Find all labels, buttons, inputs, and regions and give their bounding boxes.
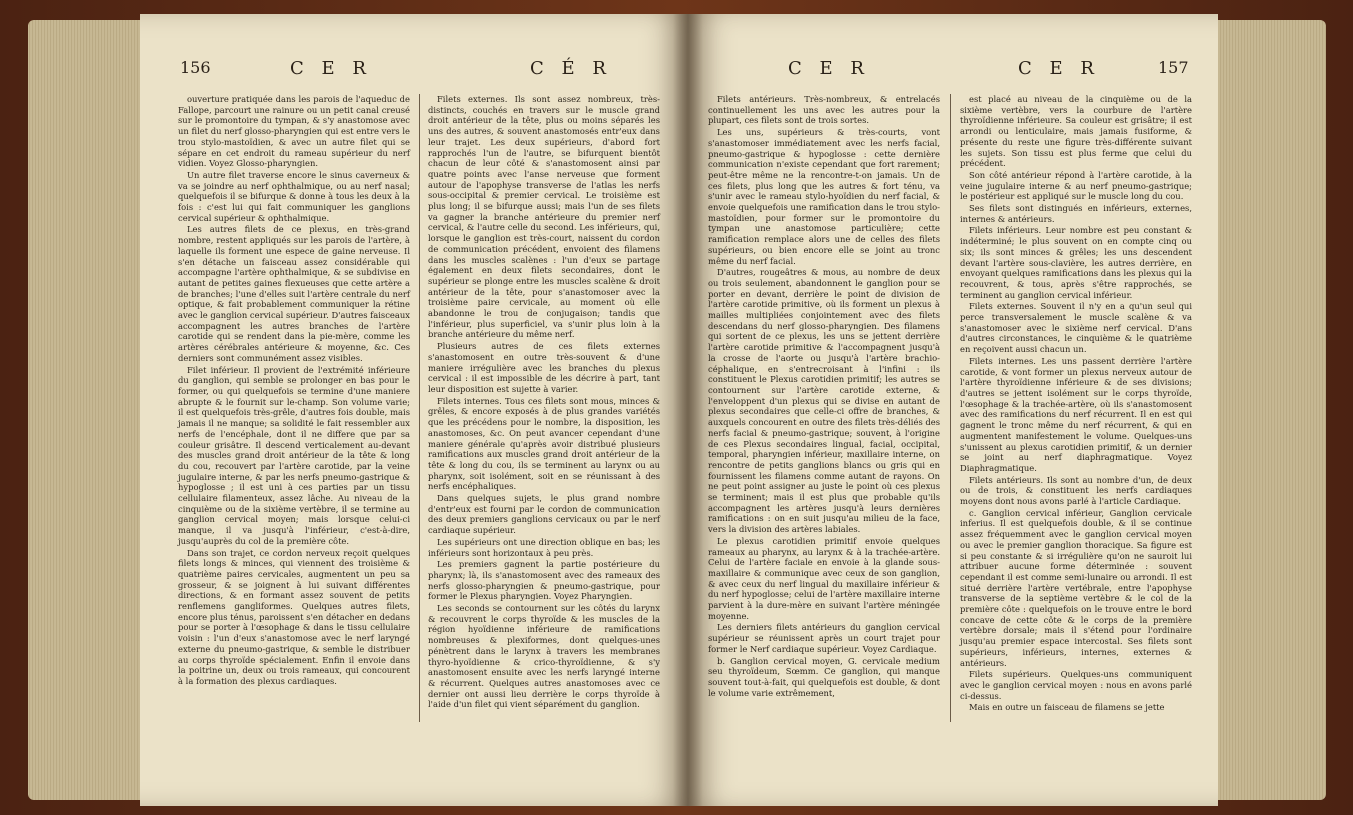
page-number: 157 <box>1158 58 1189 77</box>
paragraph: Filet inférieur. Il provient de l'extrémité inférieure du ganglion, qui semble se prolonger en bas pour le former, ou qui quelquefois se termine d'une maniere abrupte & le fournit sur le-champ. Son volume varie; il est quelquefois très-grêle, d'autres fois double, mais jamais il ne manque; sa solidité le fait ressembler aux nerfs de l'encéphale, dont il ne differe que par sa couleur grisâtre. Il descend verticalement au-devant des muscles grand droit antérieur de la tête & long du cou, recouvert par l'artère carotide, par la veine jugulaire interne, & par les nerfs pneumo-gastrique & hypoglosse ; il est uni à ces parties par un tissu cellulaire filamenteux, assez lâche. Au niveau de la cinquième ou de la sixième vertèbre, il se termine au ganglion cervical moyen; mais lorsque celui-ci manque, il va jusqu'à l'inférieur, c'est-à-dire, jusqu'auprès du col de la première côte. <box>178 364 410 546</box>
paragraph: Les autres filets de ce plexus, en très-grand nombre, restent appliqués sur les parois de l'artère, à laquelle ils forment une espece de gaine nerveuse. Il s'en détache un faisceau assez considérable qui accompagne l'artère ophthalmique, & se subdivise en autant de petites gaines flexueuses que cette artère a de branches; l'une d'elles suit l'artère centrale du nerf optique, & fait probablement communiquer la rétine avec le ganglion cervical supérieur. D'autres faisceaux accompagnent les autres branches de l'artère carotide qui se rendent dans la pie-mère, comme les artères cérébrales antérieure & moyenne, &c. Ces derniers sont communément assez visibles. <box>178 224 410 363</box>
running-head: C E R <box>1018 58 1100 79</box>
paragraph: Filets antérieurs. Très-nombreux, & entrelacés continuellement les uns avec les autres pour la plupart, ces filets sont de trois sortes. <box>708 94 940 126</box>
text-column <box>178 94 410 688</box>
paragraph: b. Ganglion cervical moyen, G. cervicale medium seu thyroïdeum, Sœmm. Ce ganglion, qui manque souvent tout-à-fait, qui quelquefois est double, & dont le volume varie extrêmement, <box>708 655 940 698</box>
paragraph: Ses filets sont distingués en inférieurs, externes, internes & antérieurs. <box>960 203 1192 224</box>
running-head: C E R <box>788 58 870 79</box>
running-head: C E R <box>290 58 372 79</box>
paragraph: Filets internes. Les uns passent derrière l'artère carotide, & vont former un plexus nerveux autour de l'artère thyroïdienne inférieure & de ses divisions; d'autres se jettent isolément sur le corps thyroïde, l'œsophage & la trachée-artère, où ils s'anastomosent avec des ramifications du nerf récurrent. Il en est qui gagnent le tronc même du nerf récurrent, & qui en augmentent manifestement le volume. Quelques-uns s'unissent au plexus carotidien primitif, & un dernier se joint au nerf diaphragmatique. Voyez Diaphragmatique. <box>960 355 1192 473</box>
page-number: 156 <box>180 58 211 77</box>
left-page-edges <box>28 20 148 800</box>
right-page <box>688 14 1218 806</box>
paragraph: Le plexus carotidien primitif envoie quelques rameaux au pharynx, au larynx & à la trachée-artère. Celui de l'artère faciale en envoie à la glande sous-maxillaire & communique avec ceux de son ganglion, & avec ceux du nerf lingual du maxillaire inférieur & du nerf hypoglosse; celui de l'artère maxillaire interne parvient à la dure-mère en suivant l'artère méningée moyenne. <box>708 535 940 621</box>
paragraph: Filets externes. Souvent il n'y en a qu'un seul qui perce transversalement le muscle scalène & va s'anastomoser avec le sixième nerf cervical. D'ans d'autres circonstances, le cinquième & le quatrième en reçoivent aussi chacun un. <box>960 301 1192 355</box>
paragraph: Un autre filet traverse encore le sinus caverneux & va se joindre au nerf ophthalmique, ou au nerf nasal; quelquefois il se bifurque & donne à tous les deux à la fois : c'est lui qui fait communiquer les ganglions cervical supérieur & ophthalmique. <box>178 169 410 223</box>
column-rule <box>950 94 951 722</box>
column-rule <box>419 94 420 722</box>
left-page-header <box>140 58 688 88</box>
paragraph: Plusieurs autres de ces filets externes s'anastomosent en outre très-souvent & d'une maniere irrégulière avec les branches du plexus cervical : il est impossible de les décrire à part, tant leur disposition est sujette à varier. <box>428 341 660 394</box>
running-head: C É R <box>530 58 612 79</box>
right-page-header <box>688 58 1218 88</box>
paragraph: Les premiers gagnent la partie postérieure du pharynx; là, ils s'anastomosent avec des rameaux des nerfs glosso-pharyngien & pneumo-gastrique, pour former le Plexus pharyngien. Voyez Pharyngien. <box>428 559 660 602</box>
paragraph: Les seconds se contournent sur les côtés du larynx & recouvrent le corps thyroïde & les muscles de la région hyoïdienne inférieure de ramifications nombreuses & plexiformes, dont quelques-unes pénètrent dans le larynx à travers les membranes thyro-hyoïdienne & crico-thyroïdienne, & s'y anastomosent ensuite avec les nerfs laryngé interne & récurrent. Quelques autres anastomoses avec ce dernier ont aussi lieu derrière le corps thyroïde à l'aide d'un filet qui vient séparément du ganglion. <box>428 603 660 710</box>
paragraph: D'autres, rougeâtres & mous, au nombre de deux ou trois seulement, abandonnent le ganglion pour se porter en devant, derrière le point de division de l'artère carotide primitive, où ils forment un plexus à mailles multipliées conjointement avec des filets descendans du nerf glosso-pharyngien. Des filamens qui sortent de ce plexus, les uns se jettent derrière l'artère carotide primitive & l'accompagnent jusqu'à la crosse de l'aorte ou jusqu'à l'artère brachio-céphalique, en s'entrecroisant à l'infini : ils constituent le Plexus carotidien primitif; les autres se contournent sur l'artère carotide externe, & l'enveloppent d'un plexus qui se divise en autant de plexus secondaires que celle-ci offre de branches, & auxquels concourent en outre des filets très-déliés des nerfs facial & pneumo-gastrique; souvent, à l'origine de ces Plexus secondaires lingual, facial, occipital, temporal, pharyngien inférieur, maxillaire interne, on rencontre de petits ganglions blancs ou gris qui en fournissent les filamens comme autant de rayons. On ne peut point assigner au juste le point où ces plexus se terminent; mais il est plus que probable qu'ils accompagnent les artères jusqu'à leurs dernières ramifications : on en suit jusqu'au milieu de la face, vers la division des artères labiales. <box>708 267 941 535</box>
text-column <box>960 94 1192 714</box>
paragraph: Filets externes. Ils sont assez nombreux, très-distincts, couchés en travers sur le muscle grand droit antérieur de la tête, plus ou moins séparés les uns des autres, & souvent anastomosés entr'eux dans leur trajet. Les deux supérieurs, d'abord fort rapprochés l'un de l'autre, se bifurquent bientôt chacun de leur côté & s'anastomosent ainsi par quatre points avec l'anse nerveuse que forment autour de l'apophyse transverse de l'atlas les nerfs sous-occipital & premier cervical. Le troisième est plus long; il se bifurque aussi; mais l'un de ses filets va gagner la branche antérieure du premier nerf cervical, & l'autre celle du second. Les inférieurs, qui, lorsque le ganglion est très-court, naissent du cordon de communication précédent, envoient des filamens dans les muscles scalènes : l'un d'eux se partage également en deux filets secondaires, dont le supérieur se plonge entre les muscles scalène & droit antérieur de la tête, pour s'anastomoser avec la troisième paire cervicale, au moment où elle abandonne le trou de conjugaison; tandis que l'inférieur, plus superficiel, va s'unir plus loin à la branche antérieure du même nerf. <box>428 94 660 340</box>
paragraph: Filets supérieurs. Quelques-uns communiquent avec le ganglion cervical moyen : nous en avons parlé ci-dessus. <box>960 669 1192 701</box>
paragraph: c. Ganglion cervical inférieur, Ganglion cervicale inferius. Il est quelquefois double, & il se continue assez fréquemment avec le ganglion cervical moyen ou avec le premier ganglion thoracique. Sa figure est si peu constante & si irrégulière qu'on ne sauroit lui attribuer aucune forme déterminée : souvent cependant il est comme semi-lunaire ou arrondi. Il est situé derrière l'artère vertébrale, entre l'apophyse transverse de la septième vertèbre & le col de la première côte : quelquefois on le trouve entre le bord concave de cette côte & le corps de la première vertèbre dorsale; mais il s'étend pour l'ordinaire jusqu'au premier espace intercostal. Ses filets sont supérieurs, inférieurs, internes, externes & antérieurs. <box>960 507 1192 668</box>
paragraph: Son côté antérieur répond à l'artère carotide, à la veine jugulaire interne & au nerf pneumo-gastrique; le postérieur est appliqué sur le muscle long du cou. <box>960 169 1192 202</box>
paragraph: Dans son trajet, ce cordon nerveux reçoit quelques filets longs & minces, qui viennent des troisième & quatrième paires cervicales, augmentent un peu sa grosseur, & se joignent à lui suivant différentes directions, & en formant assez souvent de petits renflemens gangliformes. Quelques autres filets, encore plus ténus, paroissent s'en détacher en dedans pour se porter à l'œsophage & dans le tissu cellulaire voisin : l'un d'eux s'anastomose avec le nerf laryngé externe du pneumo-gastrique, & semble le distribuer au corps thyroïde spécialement. Enfin il envoie dans la poitrine un, deux ou trois rameaux, qui concourent à la formation des plexus cardiaques. <box>178 547 410 686</box>
paragraph: Dans quelques sujets, le plus grand nombre d'entr'eux est fourni par le cordon de communication des deux premiers ganglions cervicaux ou par le nerf cardiaque supérieur. <box>428 493 660 536</box>
paragraph: Mais en outre un faisceau de filamens se jette <box>969 702 1165 713</box>
left-page <box>140 14 688 806</box>
book-gutter <box>673 14 703 806</box>
paragraph: Les supérieurs ont une direction oblique en bas; les inférieurs sont horizontaux à peu près. <box>428 536 660 558</box>
text-column <box>428 94 660 711</box>
paragraph: ouverture pratiquée dans les parois de l'aqueduc de Fallope, parcourt une rainure ou un petit canal creusé sur le promontoire du tympan, & s'y anastomose avec un filet du nerf glosso-pharyngien qui est entre vers le trou stylo-mastoïdien, & avec un autre filet qui se sépare en cet endroit du rameau supérieur du nerf vidien. Voyez Glosso-pharyngien. <box>178 94 410 169</box>
right-page-edges <box>1216 20 1326 800</box>
text-column <box>708 94 940 699</box>
open-book <box>28 14 1326 806</box>
paragraph: Filets internes. Tous ces filets sont mous, minces & grêles, & encore exposés à de plus grandes variétés que les précédens pour le nombre, la disposition, les anastomoses, &c. On peut avancer cependant d'une maniere générale qu'après avoir distribué plusieurs ramifications aux muscles grand droit antérieur de la tête & long du cou, ils se terminent au larynx ou au pharynx, soit isolément, soit en se réunissant à des nerfs encéphaliques. <box>428 395 660 492</box>
paragraph: est placé au niveau de la cinquième ou de la sixième vertèbre, vers la courbure de l'artère thyroïdienne inférieure. Sa couleur est grisâtre; il est arrondi ou lenticulaire, mais jamais fusiforme, & présente du reste une figure très-différente suivant les sujets. Son tissu est plus ferme que celui du précédent. <box>960 94 1192 169</box>
paragraph: Filets inférieurs. Leur nombre est peu constant & indéterminé; le plus souvent on en compte cinq ou six; ils sont minces & grêles; les uns descendent devant l'artère sous-clavière, les autres derrière, en envoyant quelques ramifications dans les plexus qui la recouvrent, & tous, après s'être rapprochés, se terminent au ganglion cervical inférieur. <box>960 225 1192 300</box>
paragraph: Filets antérieurs. Ils sont au nombre d'un, de deux ou de trois, & constituent les nerfs cardiaques moyens dont nous avons parlé à l'article Cardiaque. <box>960 474 1192 507</box>
paragraph: Les derniers filets antérieurs du ganglion cervical supérieur se réunissent après un court trajet pour former le Nerf cardiaque supérieur. Voyez Cardiaque. <box>708 622 940 654</box>
paragraph: Les uns, supérieurs & très-courts, vont s'anastomoser immédiatement avec les nerfs facial, pneumo-gastrique & hypoglosse : cette dernière communication n'existe cependant que fort rarement; peut-être même ne la rencontre-t-on jamais. Un de ces filets, plus long que les autres & fort ténu, va s'unir avec le rameau stylo-hyoïdien du nerf facial, & envoie quelquefois une ramification dans le trou stylo-mastoïdien, pour former sur le promontoire du tympan une anastomose particulière; cette ramification remplace alors une de celles des filets supérieurs, ou bien encore elle se joint au tronc même du nerf facial. <box>708 127 940 266</box>
